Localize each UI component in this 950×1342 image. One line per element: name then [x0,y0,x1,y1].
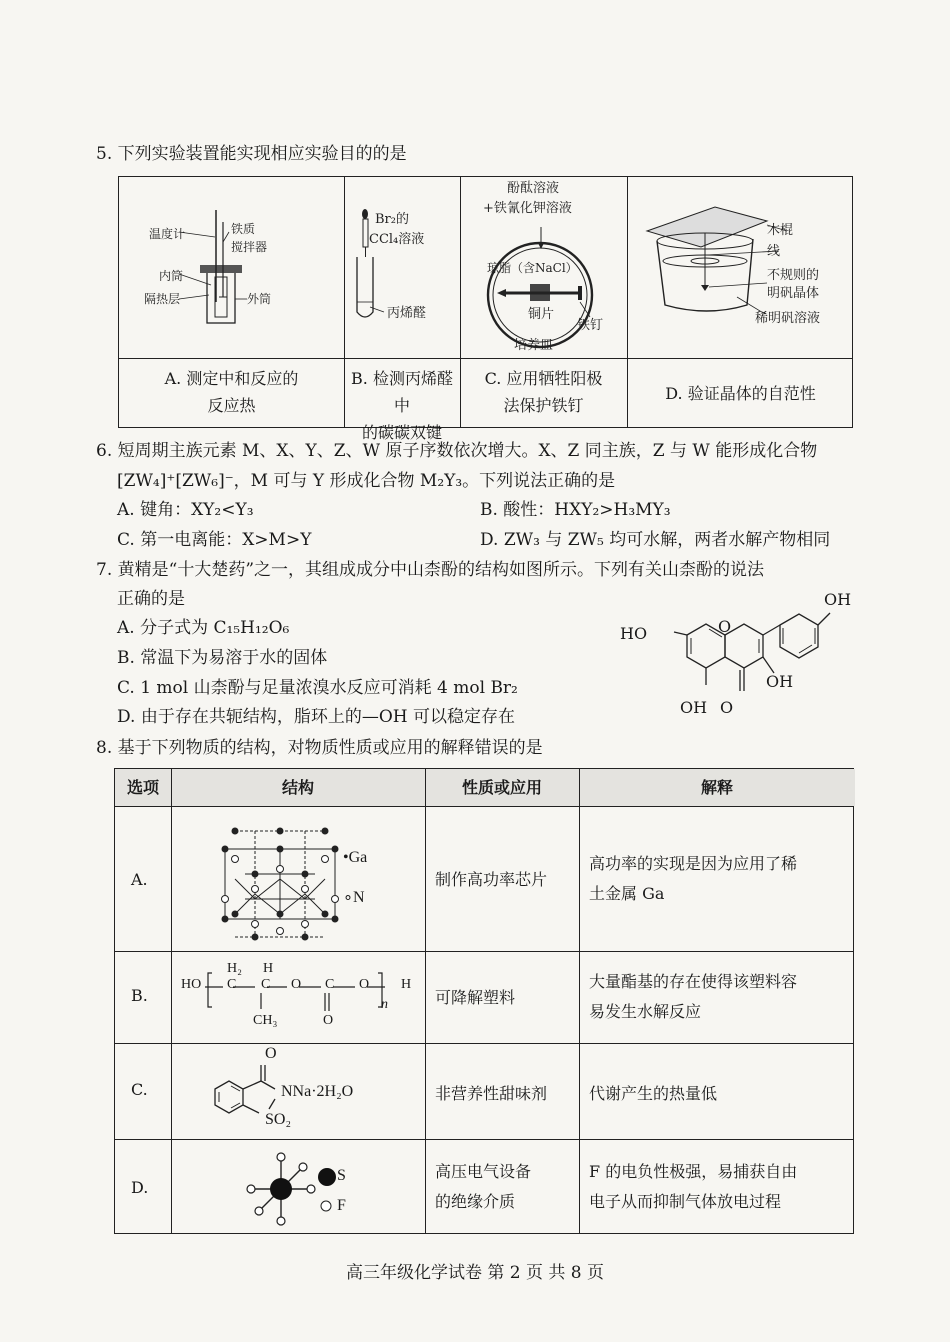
row-c-option: C. [131,1080,148,1099]
calorimeter-figure [119,177,344,357]
acrolein-label: 丙烯醛 [387,306,427,321]
formula-c-nna: NNa·2H₂O [281,1083,354,1100]
formula-b-c3: C [325,977,335,992]
q5-option-b: B. 检测丙烯醛中 的碳碳双键 [351,369,453,442]
q5-option-d: D. 验证晶体的自范性 [665,384,816,403]
q7-stem-line-1: 7. 黄精是“十大楚药”之一，其组成成分中山柰酚的结构如图所示。下列有关山柰酚的说法 [96,560,765,580]
header-option: 选项 [126,778,159,797]
header-structure: 结构 [281,778,314,797]
q5-table [118,176,853,442]
kaempferol-ring-o: O [718,617,732,636]
formula-b-o2: O [359,977,370,992]
row-a-explanation-1: 高功率的实现是因为应用了稀 [589,854,798,873]
kaempferol-ho-left: HO [620,624,648,643]
insulation-label: 隔热层 [144,292,181,306]
q7-stem-line-2: 正确的是 [117,589,185,609]
s-legend: S [337,1167,346,1184]
rod-label: 木棍 [767,223,794,238]
row-b-property: 可降解塑料 [435,988,516,1007]
q6-option-c: C. 第一电离能：X>M>Y [117,530,312,550]
row-a-property: 制作高功率芯片 [435,870,548,889]
row-d-property-2: 的绝缘介质 [435,1192,516,1211]
sf6-structure [241,1147,321,1231]
q5-option-c: C. 应用牺牲阳极 法保护铁钉 [484,369,603,415]
row-c-property: 非营养性甜味剂 [435,1084,548,1103]
q6-stem-line-1: 6. 短周期主族元素 M、X、Y、Z、W 原子序数依次增大。X、Z 同主族，Z 与 W 能形成化合物 [96,441,818,461]
formula-b-o3: O [323,1013,334,1028]
q6-option-a: A. 键角：XY₂<Y₃ [117,500,254,520]
phenolphthalein-label-2: +铁氰化钾溶液 [483,201,572,216]
phenolphthalein-label-1: 酚酞溶液 [507,181,560,196]
q6-stem-line-2: [ZW₄]⁺[ZW₆]⁻，M 可与 Y 形成化合物 M₂Y₃。下列说法正确的是 [117,471,616,491]
bromine-label-1: Br₂的 [375,212,409,227]
row-b-explanation-2: 易发生水解反应 [589,1002,702,1021]
dish-label: 培养皿 [514,338,554,353]
formula-b-ho: HO [181,977,202,992]
test-tube-figure [344,177,460,357]
formula-b-n: n [381,997,388,1012]
q5-option-a: A. 测定中和反应的 反应热 [164,369,299,415]
formula-b-c1: C [227,977,237,992]
stirrer-label-1: 铁质 [231,222,256,236]
row-d-property-1: 高压电气设备 [435,1162,532,1181]
f-legend: F [337,1197,346,1214]
formula-b-h2: H₂ [227,961,242,976]
row-a-explanation-2: 土金属 Ga [589,884,665,903]
nail-label: 铁钉 [577,318,604,333]
q7-option-c: C. 1 mol 山柰酚与足量浓溴水反应可消耗 4 mol Br₂ [117,678,518,698]
alum-solution-label: 稀明矾溶液 [755,311,821,326]
agar-label: 琼脂（含NaCl） [487,261,578,275]
ga-legend: •Ga [343,849,368,866]
alum-crystal-label-1: 不规则的 [767,268,820,283]
kaempferol-oh-top: OH [824,590,852,609]
formula-b-o1: O [291,977,302,992]
f-atom-legend-icon [319,1199,333,1213]
formula-c-so2: SO₂ [265,1111,292,1128]
q6-option-b: B. 酸性：HXY₂>H₃MY₃ [480,500,671,520]
q7-option-b: B. 常温下为易溶于水的固体 [117,648,328,668]
kaempferol-oh-right: OH [766,672,794,691]
formula-b-end-h: H [401,977,412,992]
bromine-label-2: CCl₄溶液 [369,232,425,247]
q7-option-a: A. 分子式为 C₁₅H₁₂O₆ [117,618,290,638]
thread-label: 线 [767,244,781,259]
row-a-option: A. [131,870,148,889]
formula-b-ch3: CH₃ [253,1013,278,1028]
gan-crystal-structure [215,819,345,944]
row-b-explanation-1: 大量酯基的存在使得该塑料容 [589,972,798,991]
q8-stem: 8. 基于下列物质的结构，对物质性质或应用的解释错误的是 [96,738,543,758]
row-d-explanation-1: F 的电负性极强，易捕获自由 [589,1162,798,1181]
q6-option-d: D. ZW₃ 与 ZW₅ 均可水解，两者水解产物相同 [480,530,831,550]
row-b-option: B. [131,986,148,1005]
header-property: 性质或应用 [461,778,542,797]
kaempferol-carbonyl-o: O [720,698,734,717]
copper-label: 铜片 [528,307,555,322]
q8-table [114,768,854,1234]
header-explanation: 解释 [700,778,733,797]
kaempferol-oh-bottom: OH [680,698,708,717]
row-d-option: D. [131,1178,149,1197]
q7-option-d: D. 由于存在共轭结构，脂环上的—OH 可以稳定存在 [117,707,515,727]
formula-c-o: O [265,1045,277,1062]
outer-cylinder-label: 外筒 [247,292,272,306]
formula-b-h: H [263,961,274,976]
s-atom-legend-icon [317,1167,337,1187]
q5-stem: 5. 下列实验装置能实现相应实验目的的是 [96,144,407,164]
kaempferol-structure [640,595,845,715]
row-c-explanation: 代谢产生的热量低 [589,1084,718,1103]
alum-crystal-label-2: 明矾晶体 [767,286,820,301]
thermometer-label: 温度计 [149,227,186,241]
stirrer-label-2: 搅拌器 [231,240,268,254]
formula-b-c2: C [261,977,271,992]
row-d-explanation-2: 电子从而抑制气体放电过程 [589,1192,782,1211]
n-legend: ∘N [343,889,365,906]
page-footer: 高三年级化学试卷 第 2 页 共 8 页 [345,1263,605,1283]
inner-cylinder-label: 内筒 [159,269,184,283]
beaker-figure [627,177,854,357]
